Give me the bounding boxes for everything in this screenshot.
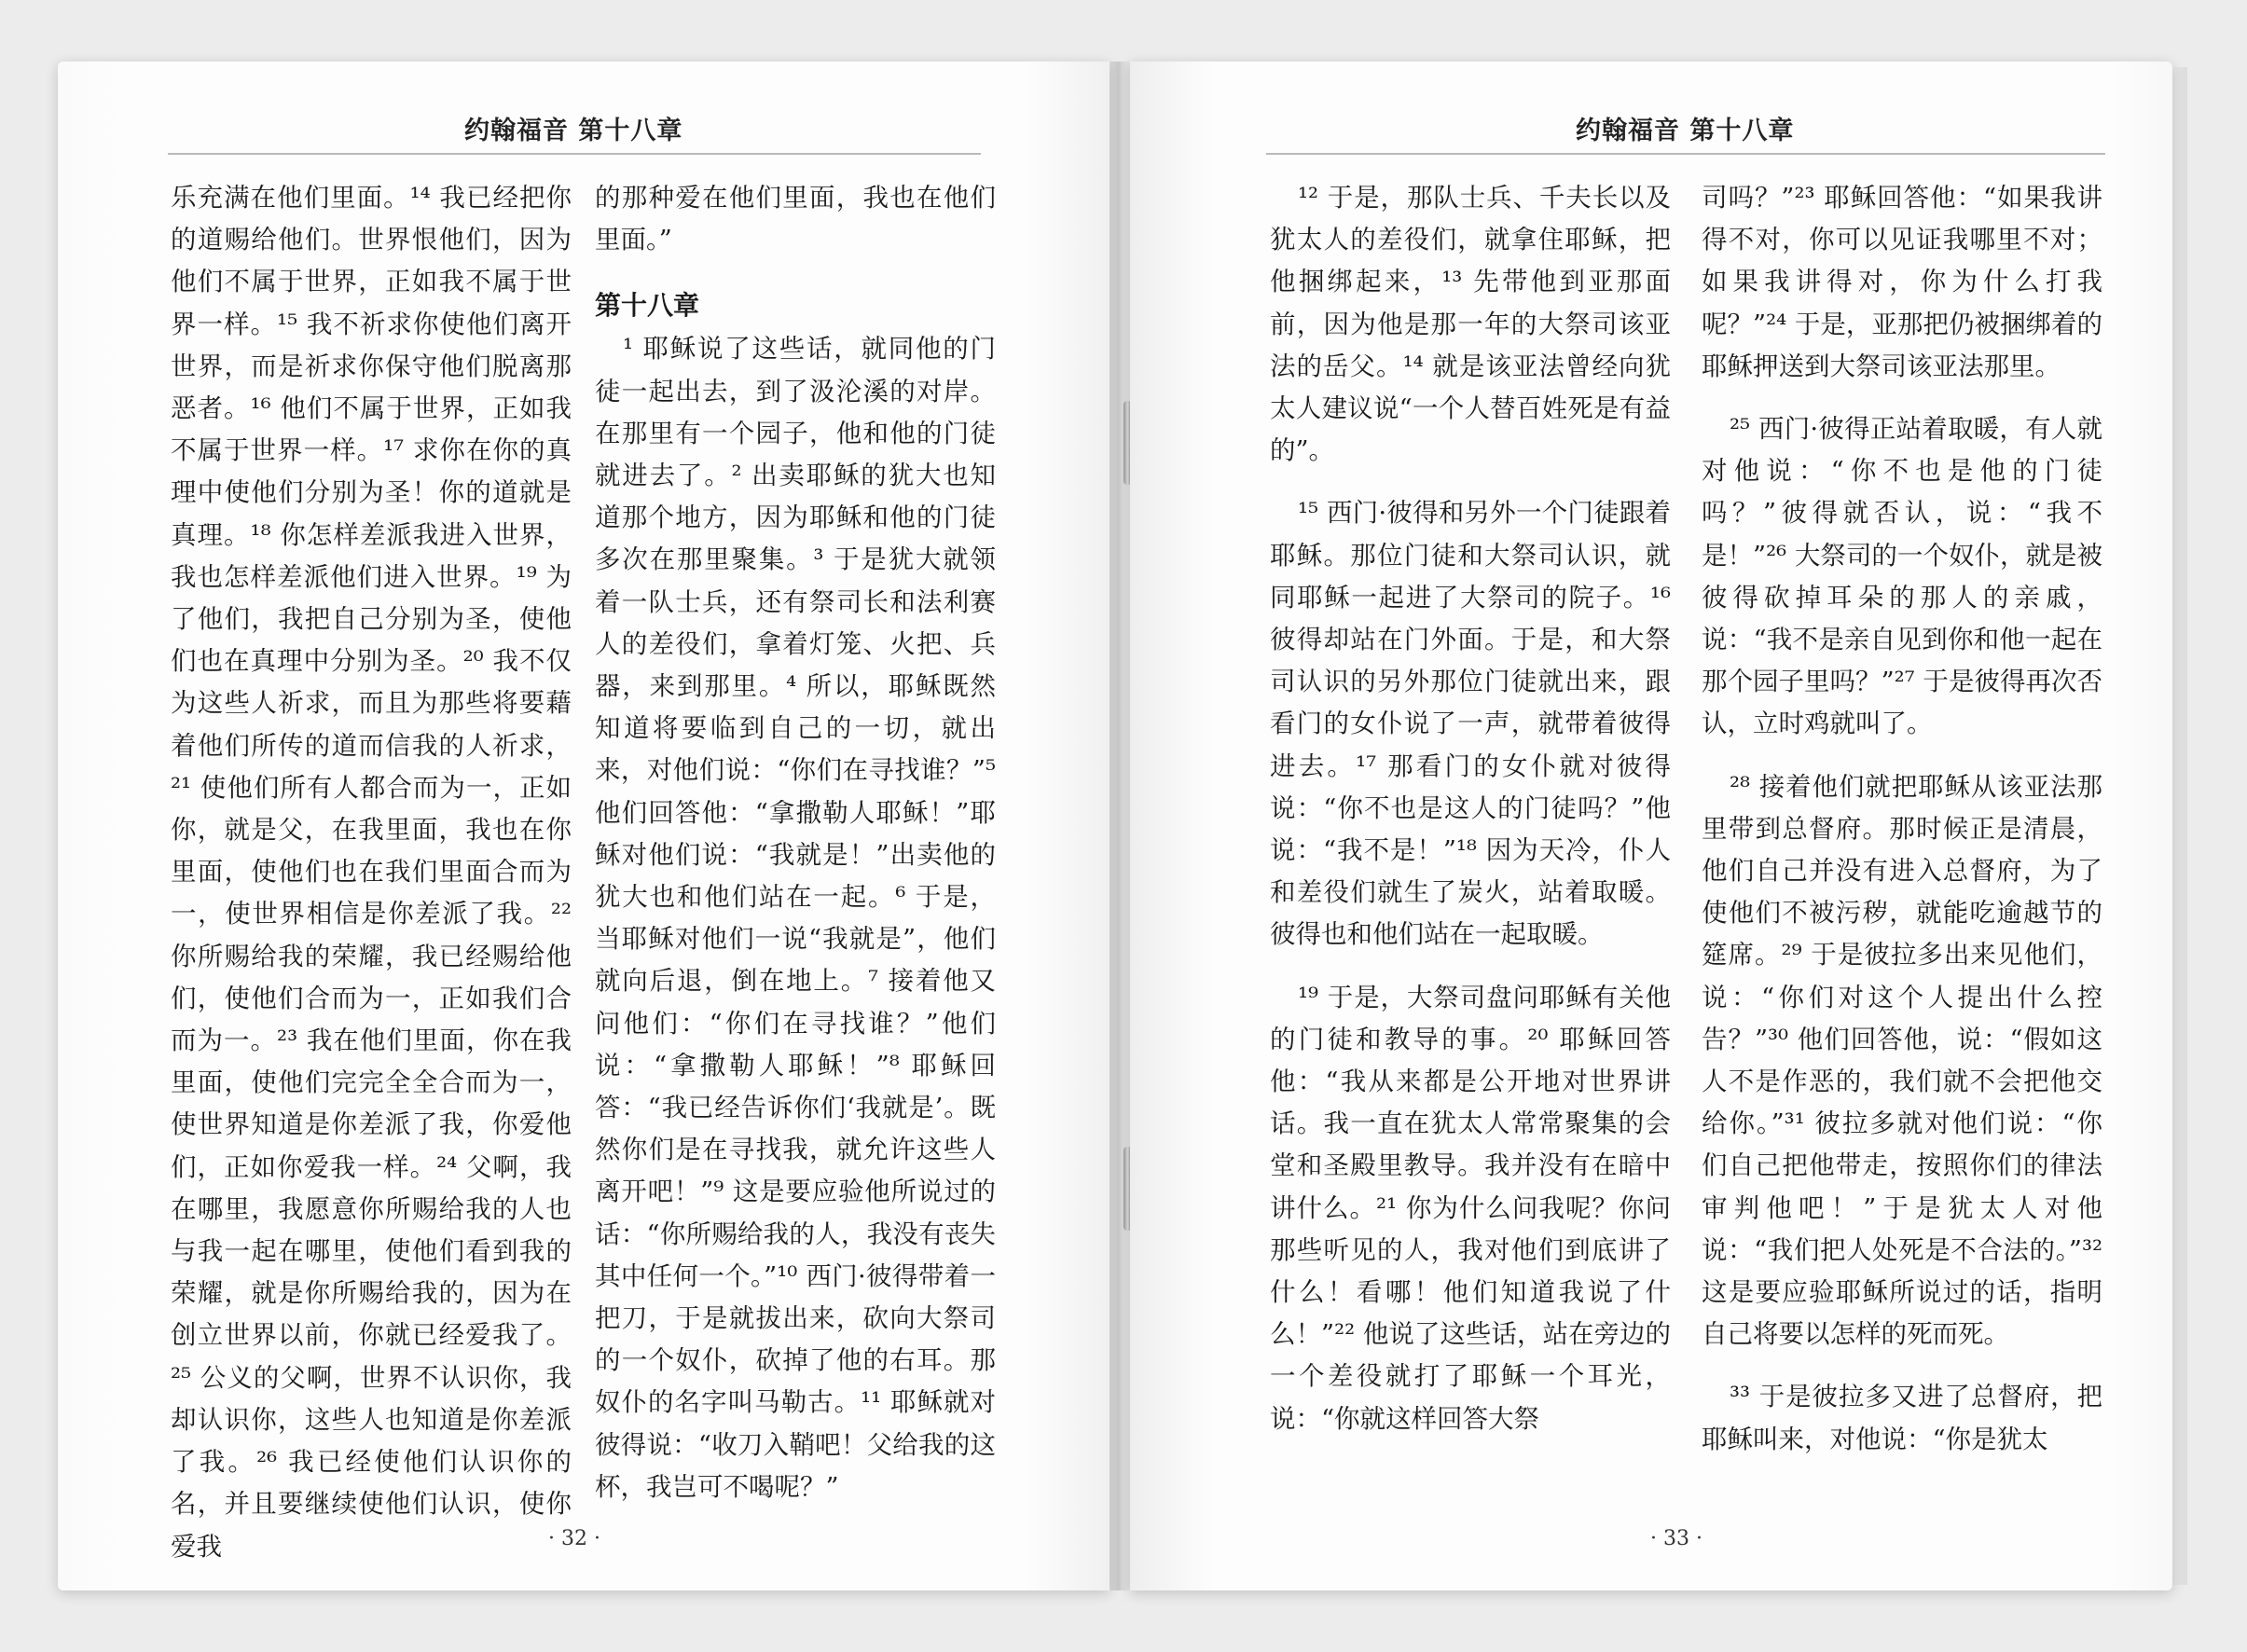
- chapter-heading: 第十八章: [595, 290, 700, 322]
- page-number-left: · 32 ·: [548, 1527, 600, 1550]
- paragraph: 的那种爱在他们里面，我也在他们里面。”: [595, 183, 996, 255]
- book-gutter: [1110, 62, 1130, 1590]
- page-number-right: · 33 ·: [1650, 1527, 1702, 1550]
- paragraph: 司吗？”²³ 耶稣回答他：“如果我讲得不对，你可以见证我哪里不对；如果我讲得对，你为什么打我呢？”²⁴ 于是，亚那把仍被捆绑着的耶稣押送到大祭司该亚法那里。: [1702, 183, 2102, 381]
- paragraph: ²⁸ 接着他们就把耶稣从该亚法那里带到总督府。那时候正是清晨，他们自己并没有进入总督府，为了使他们不被污秽，就能吃逾越节的筵席。²⁹ 于是彼拉多出来见他们，说：“你们对这个人提出什么控告？”³⁰ 他们回答他，说：“假如这人不是作恶的，我们就不会把他交给你。”³¹ 彼拉多就对他们说：“你们自己把他带走，按照你们的律法审判他吧！”于是犹太人对他说：“我们把人处死是不合法的。”³² 这是要应验耶稣所说过的话，指明自己将要以怎样的死而死。: [1702, 771, 2102, 1350]
- header-rule-right: [1266, 153, 2105, 155]
- right-page-column-1: [1270, 177, 1671, 1440]
- paragraph: 乐充满在他们里面。¹⁴ 我已经把你的道赐给他们。世界恨他们，因为他们不属于世界，正如我不属于世界一样。¹⁵ 我不祈求你使他们离开世界，而是祈求你保守他们脱离那恶者。¹⁶ 他们不属于世界，正如我不属于世界一样。¹⁷ 求你在你的真理中使他们分别为圣！你的道就是真理。¹⁸ 你怎样差派我进入世界，我也怎样差派他们进入世界。¹⁹ 为了他们，我把自己分别为圣，使他们也在真理中分别为圣。²⁰ 我不仅为这些人祈求，而且为那些将要藉着他们所传的道而信我的人祈求，²¹ 使他们所有人都合而为一，正如你，就是父，在我里面，我也在你里面，使他们也在我们里面合而为一，使世界相信是你差派了我。²² 你所赐给我的荣耀，我已经赐给他们，使他们合而为一，正如我们合而为一。²³ 我在他们里面，你在我里面，使他们完完全全合而为一，使世界知道是你差派了我，你爱他们，正如你爱我一样。²⁴ 父啊，我在哪里，我愿意你所赐给我的人也与我一起在哪里，使他们看到我的荣耀，就是你所赐给我的，因为在创立世界以前，你就已经爱我了。²⁵ 公义的父啊，世界不认识你，我却认识你，这些人也知道是你差派了我。²⁶ 我已经使他们认识你的名，并且要继续使他们认识，使你爱我: [171, 183, 572, 1562]
- paragraph: ¹ 耶稣说了这些话，就同他的门徒一起出去，到了汲沦溪的对岸。在那里有一个园子，他和他的门徒就进去了。² 出卖耶稣的犹大也知道那个地方，因为耶稣和他的门徒多次在那里聚集。³ 于是犹大就领着一队士兵，还有祭司长和法利赛人的差役们，拿着灯笼、火把、兵器，来到那里。⁴ 所以，耶稣既然知道将要临到自己的一切，就出来，对他们说：“你们在寻找谁？”⁵ 他们回答他：“拿撒勒人耶稣！”耶稣对他们说：“我就是！”出卖他的犹大也和他们站在一起。⁶ 于是，当耶稣对他们一说“我就是”，他们就向后退，倒在地上。⁷ 接着他又问他们：“你们在寻找谁？”他们说：“拿撒勒人耶稣！”⁸ 耶稣回答：“我已经告诉你们‘我就是’。既然你们是在寻找我，就允许这些人离开吧！”⁹ 这是要应验他所说过的话：“你所赐给我的人，我没有丧失其中任何一个。”¹⁰ 西门·彼得带着一把刀，于是就拔出来，砍向大祭司的一个奴仆，砍掉了他的右耳。那奴仆的名字叫马勒古。¹¹ 耶稣就对彼得说：“收刀入鞘吧！父给我的这杯，我岂可不喝呢？”: [595, 334, 996, 1502]
- header-rule-left: [168, 153, 981, 155]
- paragraph: ³³ 于是彼拉多又进了总督府，把耶稣叫来，对他说：“你是犹太: [1702, 1382, 2102, 1454]
- right-page-column-2: [1702, 177, 2102, 1461]
- paragraph: ¹⁹ 于是，大祭司盘问耶稣有关他的门徒和教导的事。²⁰ 耶稣回答他：“我从来都是公开地对世界讲话。我一直在犹太人常常聚集的会堂和圣殿里教导。我并没有在暗中讲什么。²¹ 你为什么问我呢？你问那些听见的人，我对他们到底讲了什么！看哪！他们知道我说了什么！”²² 他说了这些话，站在旁边的一个差役就打了耶稣一个耳光，说：“你就这样回答大祭: [1270, 982, 1671, 1434]
- page-stack-edge: [2172, 67, 2187, 1585]
- paragraph: ¹⁵ 西门·彼得和另外一个门徒跟着耶稣。那位门徒和大祭司认识，就同耶稣一起进了大祭司的院子。¹⁶ 彼得却站在门外面。于是，和大祭司认识的另外那位门徒就出来，跟看门的女仆说了一声，就带着彼得进去。¹⁷ 那看门的女仆就对彼得说：“你不也是这人的门徒吗？”他说：“我不是！”¹⁸ 因为天冷，仆人和差役们就生了炭火，站着取暖。彼得也和他们站在一起取暖。: [1270, 498, 1671, 950]
- paragraph: ²⁵ 西门·彼得正站着取暖，有人就对他说：“你不也是他的门徒吗？”彼得就否认，说：“我不是！”²⁶ 大祭司的一个奴仆，就是被彼得砍掉耳朵的那人的亲戚，说：“我不是亲自见到你和他一起在那个园子里吗？”²⁷ 于是彼得再次否认，立时鸡就叫了。: [1702, 414, 2102, 739]
- paragraph: ¹² 于是，那队士兵、千夫长以及犹太人的差役们，就拿住耶稣，把他捆绑起来，¹³ 先带他到亚那面前，因为他是那一年的大祭司该亚法的岳父。¹⁴ 就是该亚法曾经向犹太人建议说“一个人替百姓死是有益的”。: [1270, 183, 1671, 466]
- running-header-left: 约翰福音 第十八章: [464, 117, 683, 145]
- left-page-column-2: [595, 177, 996, 1508]
- left-page-column-1: [171, 177, 572, 1568]
- running-header-right: 约翰福音 第十八章: [1576, 117, 1795, 145]
